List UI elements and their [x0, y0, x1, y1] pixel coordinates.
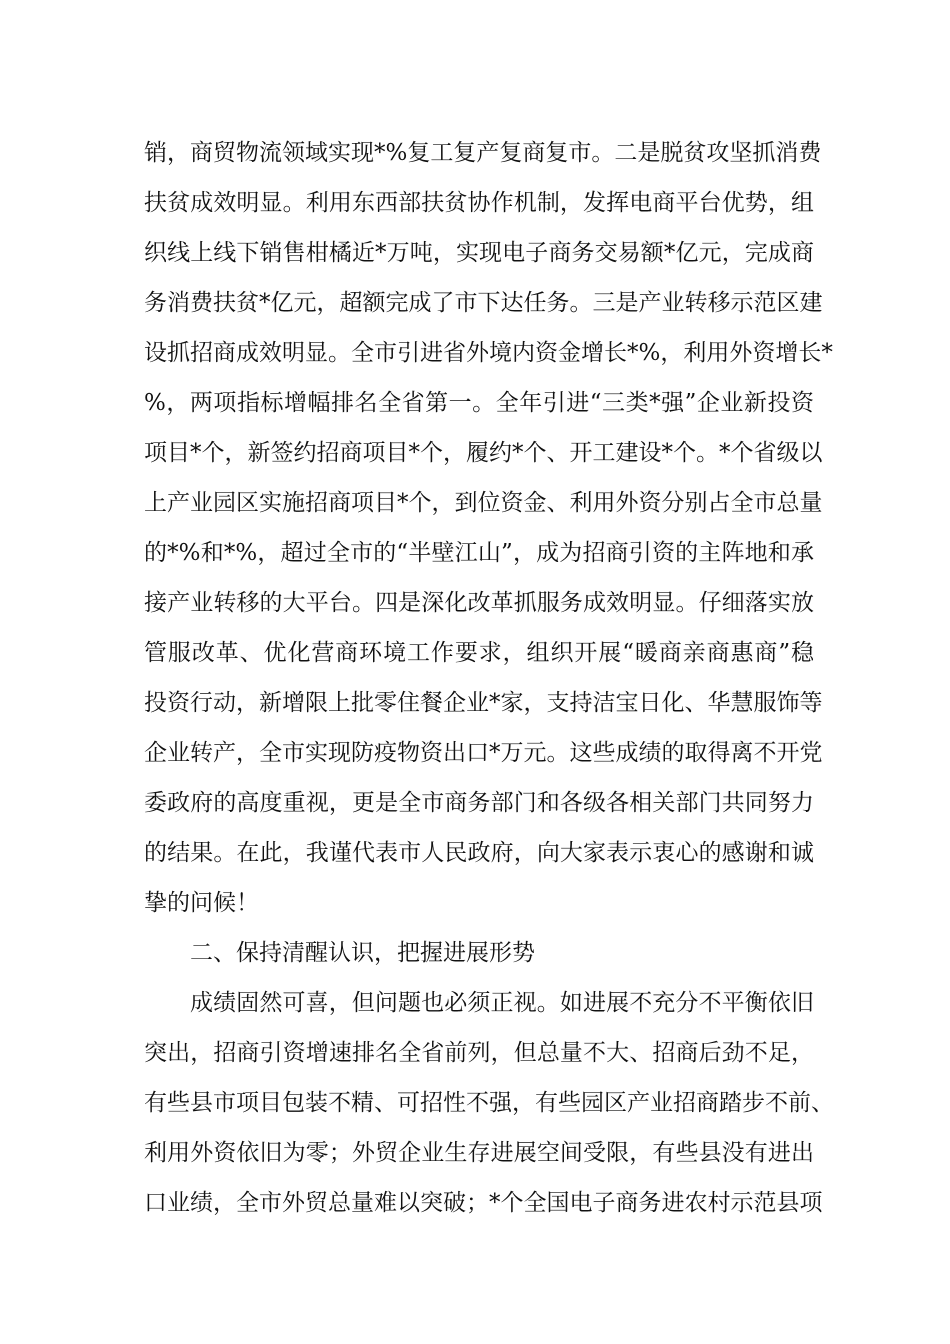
- paragraph-line: 的*%和*%，超过全市的“半壁江山”，成为招商引资的主阵地和承: [144, 540, 814, 566]
- paragraph-line: 突出，招商引资增速排名全省前列，但总量不大、招商后劲不足，: [144, 1040, 814, 1066]
- paragraph-line: 上产业园区实施招商项目*个，到位资金、利用外资分别占全市总量: [144, 490, 823, 516]
- paragraph-line: 销，商贸物流领域实现*%复工复产复商复市。二是脱贫攻坚抓消费: [144, 140, 822, 166]
- paragraph-line: %，两项指标增幅排名全省第一。全年引进“三类*强”企业新投资: [144, 390, 814, 416]
- paragraph-line: 务消费扶贫*亿元，超额完成了市下达任务。三是产业转移示范区建: [144, 290, 823, 316]
- paragraph-line: 成绩固然可喜，但问题也必须正视。如进展不充分不平衡依旧: [190, 990, 814, 1016]
- paragraph-line: 的结果。在此，我谨代表市人民政府，向大家表示衷心的感谢和诚: [144, 840, 814, 866]
- paragraph-line: 企业转产，全市实现防疫物资出口*万元。这些成绩的取得离不开党: [144, 740, 823, 766]
- paragraph-line: 委政府的高度重视，更是全市商务部门和各级各相关部门共同努力: [144, 790, 814, 816]
- paragraph-line: 挚的问候！: [144, 890, 259, 916]
- paragraph-line: 管服改革、优化营商环境工作要求，组织开展“暖商亲商惠商”稳: [144, 640, 814, 666]
- section-heading: 二、保持清醒认识，把握进展形势: [190, 940, 535, 966]
- paragraph-line: 织线上线下销售柑橘近*万吨，实现电子商务交易额*亿元，完成商: [144, 240, 815, 266]
- paragraph-line: 有些县市项目包装不精、可招性不强，有些园区产业招商踏步不前、: [144, 1090, 834, 1116]
- paragraph-line: 利用外资依旧为零；外贸企业生存进展空间受限，有些县没有进出: [144, 1140, 814, 1166]
- paragraph-line: 投资行动，新增限上批零住餐企业*家，支持洁宝日化、华慧服饰等: [144, 690, 823, 716]
- paragraph-line: 设抓招商成效明显。全市引进省外境内资金增长*%，利用外资增长*: [144, 340, 833, 366]
- paragraph-line: 口业绩，全市外贸总量难以突破；*个全国电子商务进农村示范县项: [144, 1190, 823, 1216]
- paragraph-line: 项目*个，新签约招商项目*个，履约*个、开工建设*个。*个省级以: [144, 440, 823, 466]
- paragraph-line: 接产业转移的大平台。四是深化改革抓服务成效明显。仔细落实放: [144, 590, 814, 616]
- paragraph-line: 扶贫成效明显。利用东西部扶贫协作机制，发挥电商平台优势，组: [144, 190, 814, 216]
